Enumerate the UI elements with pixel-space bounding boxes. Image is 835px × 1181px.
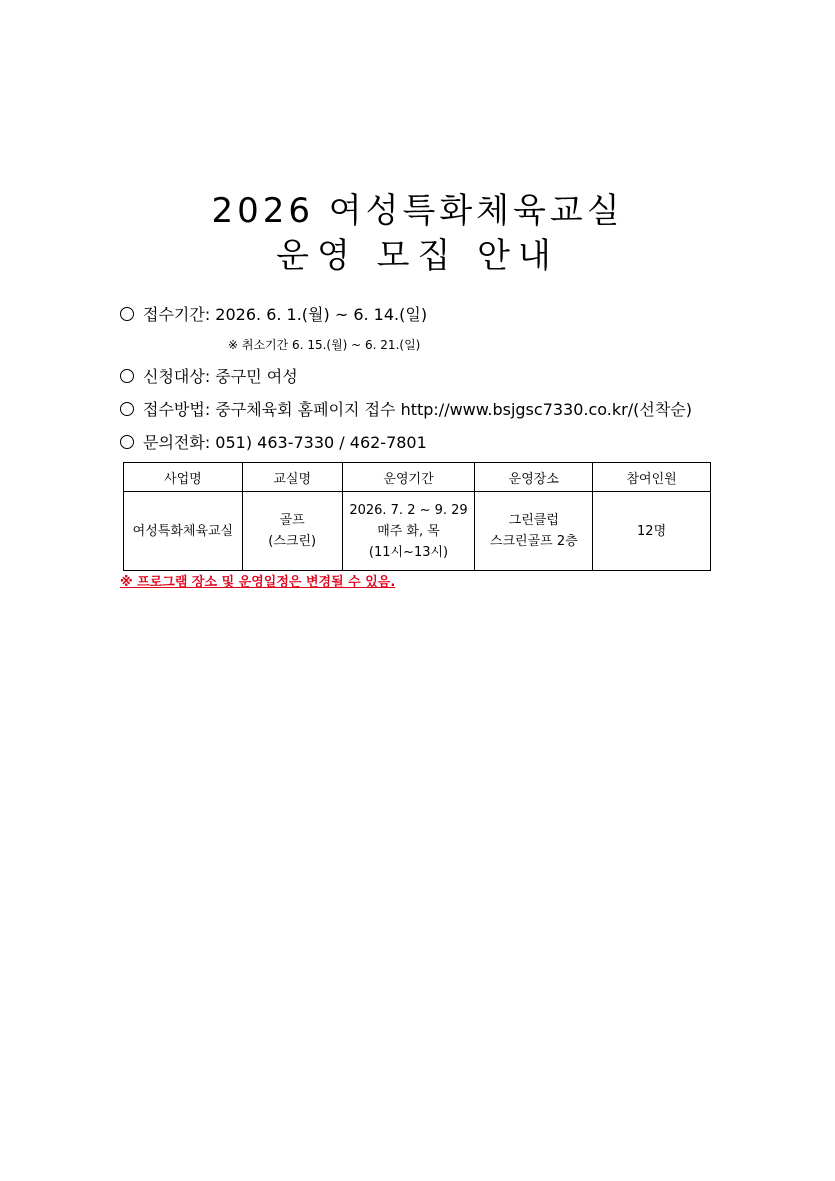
info-method-text: 접수방법: 중구체육회 홈페이지 접수 http://www.bsjgsc7330.co.kr/(선착순) (143, 400, 692, 419)
cell-period (342, 492, 475, 571)
cell-class-line1: 골프 (279, 513, 305, 528)
info-target-text: 신청대상: 중구민 여성 (143, 367, 298, 386)
info-target (120, 364, 298, 387)
table-row (124, 492, 711, 571)
cell-class (242, 492, 342, 571)
table-header-row (124, 463, 711, 492)
info-period-text: 접수기간: 2026. 6. 1.(월) ~ 6. 14.(일) (143, 305, 428, 324)
cell-period-line1: 2026. 7. 2 ~ 9. 29 (349, 502, 468, 518)
cell-program: 여성특화체육교실 (124, 492, 243, 571)
header-class: 교실명 (242, 463, 342, 492)
info-method (120, 397, 692, 420)
program-table (123, 462, 711, 571)
cell-place-line2: 스크린골프 2층 (489, 534, 578, 549)
circle-bullet-icon (120, 369, 134, 383)
page-subtitle: 운영 모집 안내 (276, 236, 559, 276)
circle-bullet-icon (120, 435, 134, 449)
info-cancel: ※ 취소기간 6. 15.(월) ~ 6. 21.(일) (228, 338, 421, 352)
header-count: 참여인원 (593, 463, 711, 492)
cell-place-line1: 그린클럽 (508, 513, 559, 528)
circle-bullet-icon (120, 307, 134, 321)
cell-place (475, 492, 593, 571)
cell-period-line2: 매주 화, 목 (377, 523, 440, 539)
info-period (120, 302, 427, 325)
cell-period-line3: (11시~13시) (368, 544, 449, 560)
cell-class-line2: (스크린) (268, 534, 317, 549)
info-phone-text: 문의전화: 051) 463-7330 / 462-7801 (143, 433, 427, 452)
circle-bullet-icon (120, 402, 134, 416)
header-place: 운영장소 (475, 463, 593, 492)
change-notice: ※ 프로그램 장소 및 운영일정은 변경될 수 있음. (120, 575, 396, 590)
cell-count: 12명 (593, 492, 711, 571)
info-phone (120, 430, 427, 453)
header-period: 운영기간 (342, 463, 475, 492)
page-title: 2026 여성특화체육교실 (211, 191, 624, 231)
header-program: 사업명 (124, 463, 243, 492)
